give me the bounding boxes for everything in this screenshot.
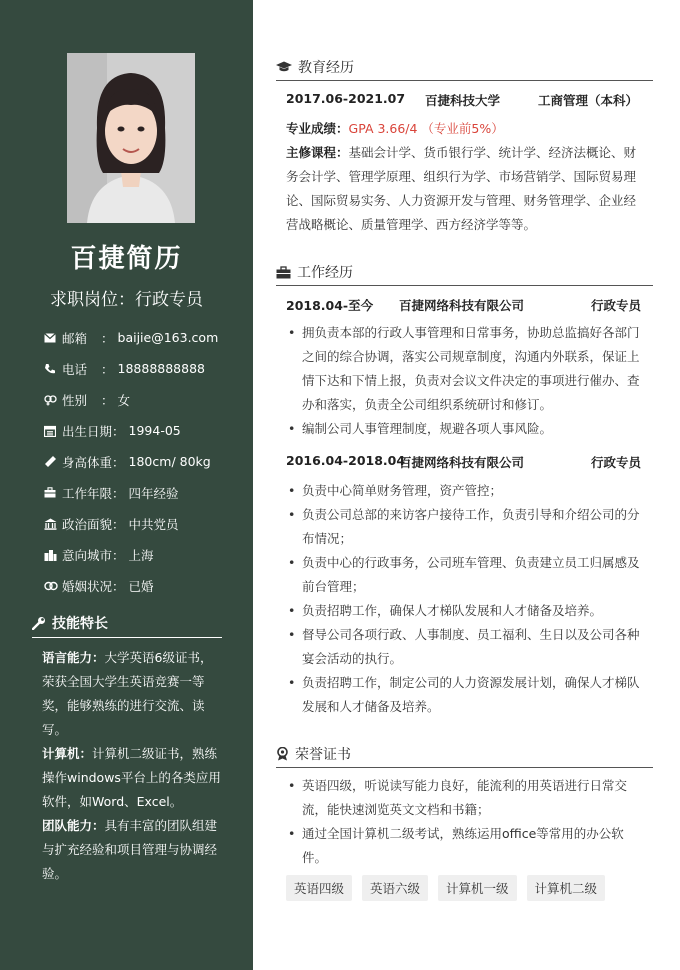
info-city: 意向城市 ： 上海 bbox=[44, 539, 244, 570]
info-phone: 电话 ： 18888888888 bbox=[44, 353, 244, 384]
skills-divider bbox=[32, 637, 222, 638]
education-title: 教育经历 bbox=[298, 60, 354, 76]
info-politics: 政治面貌 ： 中共党员 bbox=[44, 508, 244, 539]
personal-info-list bbox=[44, 322, 244, 601]
job-period: 2018.04-至今 bbox=[286, 298, 374, 313]
skill-item bbox=[42, 742, 224, 814]
skill-label: 语言能力： bbox=[42, 650, 105, 665]
skills-heading bbox=[32, 613, 108, 633]
info-height: 身高体重 ： 180cm/ 80kg bbox=[44, 446, 244, 477]
duty-item: • 拥负责本部的行政人事管理和日常事务，协助总监搞好各部门之间的综合协调，落实公司规章制度，沟通内外联系，保证上情下达和下情上报，负责对会议文件决定的事项进行催办、查办和落实，负责全公司组织系统研讨和修订。 bbox=[286, 321, 646, 417]
honors-title: 荣誉证书 bbox=[295, 747, 351, 763]
certificate-tag: 计算机二级 bbox=[527, 875, 606, 901]
resume-name: 百捷简历 bbox=[70, 244, 183, 274]
mail-icon bbox=[44, 333, 62, 343]
education-divider bbox=[276, 80, 653, 81]
info-city-value: 上海 bbox=[128, 547, 154, 563]
calendar-icon bbox=[44, 425, 62, 437]
certificate-tag: 英语六级 bbox=[362, 875, 428, 901]
work-title: 工作经历 bbox=[297, 265, 353, 281]
info-gender-value: 女 bbox=[117, 392, 131, 408]
duty-item: • 负责招聘工作，确保人才梯队发展和人才储备及培养。 bbox=[286, 599, 646, 623]
info-city-label: 意向城市 bbox=[62, 547, 113, 563]
courses-label: 主修课程： bbox=[286, 145, 349, 160]
info-gender-label: 性别 bbox=[62, 392, 88, 408]
info-birth-label: 出生日期 bbox=[62, 423, 113, 439]
info-height-label: 身高体重 bbox=[62, 454, 113, 470]
city-icon bbox=[44, 549, 62, 561]
info-politics-value: 中共党员 bbox=[128, 516, 179, 532]
wrench-icon bbox=[32, 616, 46, 630]
info-birth: 出生日期 ： 1994-05 bbox=[44, 415, 244, 446]
info-years-label: 工作年限 bbox=[62, 485, 113, 501]
skill-item bbox=[42, 814, 224, 886]
info-email: 邮箱 ： baijie@163.com bbox=[44, 322, 244, 353]
honors-heading bbox=[276, 744, 351, 764]
education-period: 2017.06-2021.07 bbox=[286, 91, 406, 106]
job-company: 百捷网络科技有限公司 bbox=[399, 298, 525, 313]
work-divider bbox=[276, 285, 653, 286]
skill-item bbox=[42, 646, 224, 742]
duty-item: • 负责中心的行政事务，公司班车管理、负责建立员工归属感及前台管理； bbox=[286, 551, 646, 599]
medal-icon bbox=[276, 747, 289, 761]
job-position: 行政专员 bbox=[591, 298, 642, 313]
work-heading bbox=[276, 262, 353, 282]
gender-icon bbox=[44, 394, 62, 406]
education-school: 百捷科技大学 bbox=[425, 93, 501, 108]
briefcase-icon bbox=[44, 487, 62, 498]
skill-text: 计算机二级证书，熟练操作windows平台上的各类应用软件，如Word、Excel。 bbox=[42, 746, 221, 809]
job-duties bbox=[286, 321, 646, 441]
honors-divider bbox=[276, 767, 653, 768]
bank-icon bbox=[44, 518, 62, 530]
info-years-value: 四年经验 bbox=[128, 485, 179, 501]
duty-item: • 编制公司人事管理制度，规避各项人事风险。 bbox=[286, 417, 646, 441]
duty-item: • 负责公司总部的来访客户接待工作，负责引导和介绍公司的分布情况； bbox=[286, 503, 646, 551]
job-period: 2016.04-2018.04 bbox=[286, 453, 406, 468]
job-duties bbox=[286, 479, 646, 719]
duty-item: • 负责招聘工作，制定公司的人力资源发展计划，确保人才梯队发展和人才储备及培养。 bbox=[286, 671, 646, 719]
graduation-cap-icon bbox=[276, 61, 292, 73]
education-details bbox=[286, 117, 646, 237]
duty-item: • 负责中心简单财务管理，资产管控； bbox=[286, 479, 646, 503]
certificate-tag: 英语四级 bbox=[286, 875, 352, 901]
certificate-tags bbox=[286, 875, 615, 901]
info-politics-label: 政治面貌 bbox=[62, 516, 113, 532]
score-label: 专业成绩： bbox=[286, 121, 349, 136]
honor-item: • 英语四级，听说读写能力良好，能流利的用英语进行日常交流，能快速浏览英文文档和书籍； bbox=[286, 774, 646, 822]
profile-photo bbox=[67, 53, 195, 223]
education-heading bbox=[276, 57, 354, 77]
sidebar bbox=[0, 0, 253, 970]
rings-icon bbox=[44, 581, 62, 591]
skill-text: 具有丰富的团队组建与扩充经验和项目管理与协调经验。 bbox=[42, 818, 218, 881]
info-height-value: 180cm/ 80kg bbox=[128, 454, 211, 469]
info-years: 工作年限 ： 四年经验 bbox=[44, 477, 244, 508]
skills-title: 技能特长 bbox=[52, 616, 108, 632]
phone-icon bbox=[44, 363, 62, 375]
ruler-icon bbox=[44, 455, 62, 468]
info-marriage-label: 婚姻状况 bbox=[62, 578, 113, 594]
job-position: 行政专员 bbox=[591, 455, 642, 470]
job-target: 求职岗位：行政专员 bbox=[50, 290, 203, 310]
honor-item: • 通过全国计算机二级考试，熟练运用office等常用的办公软件。 bbox=[286, 822, 646, 870]
briefcase-icon bbox=[276, 266, 291, 279]
honors-list bbox=[286, 774, 646, 870]
info-marriage: 婚姻状况 ： 已婚 bbox=[44, 570, 244, 601]
skill-text: 大学英语6级证书，荣获全国大学生英语竞赛一等奖，能够熟练的进行交流、读写。 bbox=[42, 650, 213, 737]
info-birth-value: 1994-05 bbox=[128, 423, 181, 438]
skill-label: 团队能力： bbox=[42, 818, 105, 833]
job-company: 百捷网络科技有限公司 bbox=[399, 455, 525, 470]
score-value: GPA 3.66/4 （专业前5%） bbox=[348, 121, 504, 136]
education-courses bbox=[286, 141, 646, 237]
info-phone-value: 18888888888 bbox=[117, 361, 205, 376]
skills-list bbox=[42, 646, 224, 886]
skill-label: 计算机： bbox=[42, 746, 93, 761]
info-gender: 性别 ： 女 bbox=[44, 384, 244, 415]
certificate-tag: 计算机一级 bbox=[438, 875, 517, 901]
education-major: 工商管理（本科） bbox=[538, 93, 639, 108]
duty-item: • 督导公司各项行政、人事制度、员工福利、生日以及公司各种宴会活动的执行。 bbox=[286, 623, 646, 671]
courses-text: 基础会计学、货币银行学、统计学、经济法概论、财务会计学、管理学原理、组织行为学、市场营销学、国际贸易理论、国际贸易实务、人力资源开发与管理、财务管理学、企业经营战略概论、质量管理学、西方经济学等等。 bbox=[286, 145, 637, 232]
info-marriage-value: 已婚 bbox=[128, 578, 154, 594]
info-email-value: baijie@163.com bbox=[117, 330, 219, 345]
education-score bbox=[286, 117, 646, 141]
info-phone-label: 电话 bbox=[62, 361, 88, 377]
info-email-label: 邮箱 bbox=[62, 330, 88, 346]
